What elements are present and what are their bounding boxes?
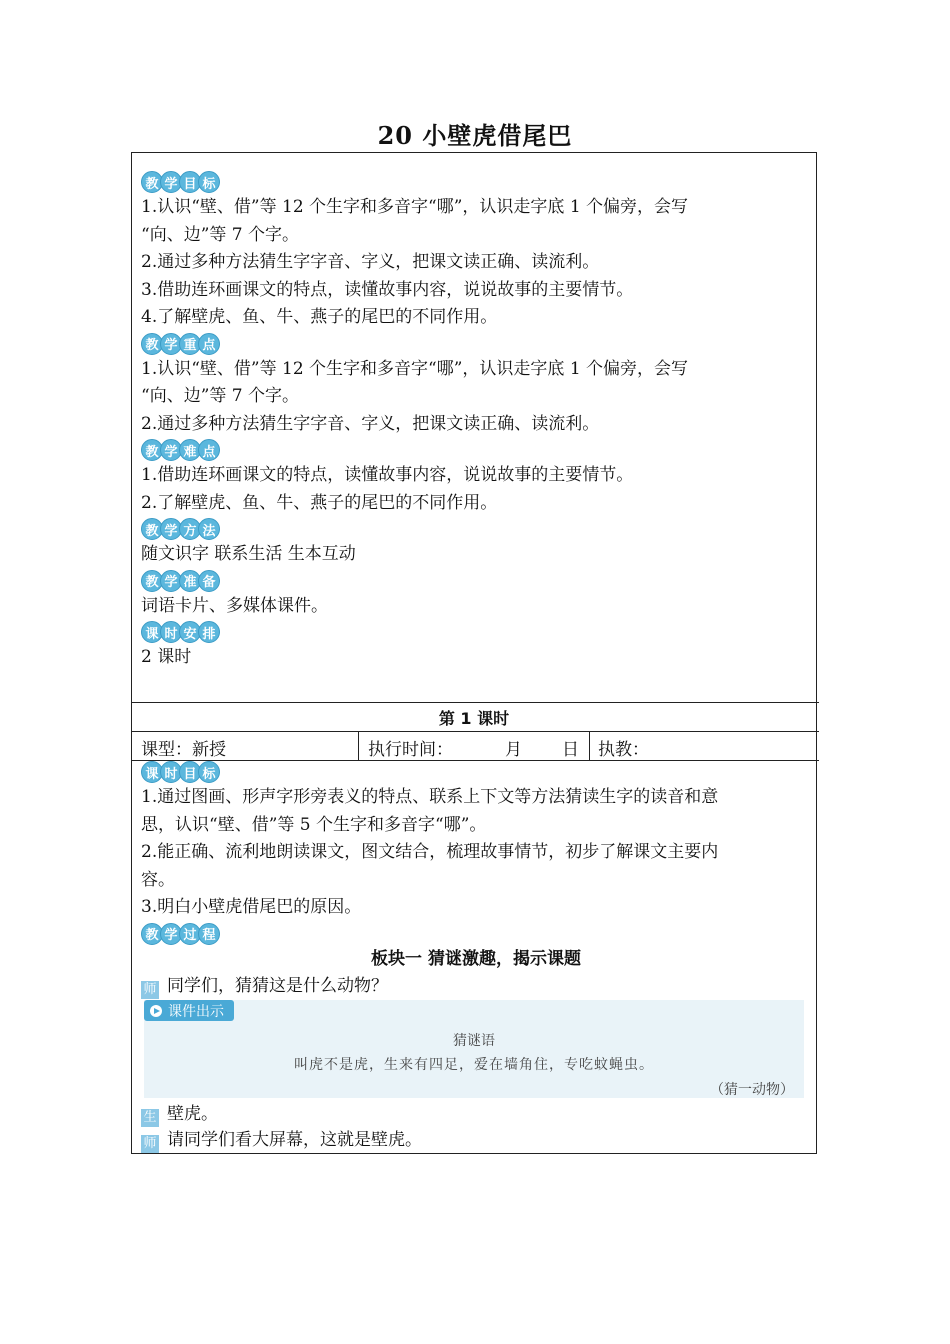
courseware-label-text: 课件出示	[168, 1003, 224, 1020]
lesson-goal-line: 3.明白小壁虎借尾巴的原因。	[141, 897, 362, 917]
dialogue-text: 壁虎。	[167, 1104, 218, 1124]
teacher-role-icon: 师	[141, 1135, 159, 1153]
dialogue-teacher	[141, 1127, 811, 1155]
day-label: 日	[562, 740, 579, 760]
lesson-goal-line: 1.通过图画、形声字形旁表义的特点、联系上下文等方法猜读生字的读音和意	[141, 787, 719, 807]
dialogue-teacher	[141, 973, 811, 1001]
difficult-line: 1.借助连环画课文的特点，读懂故事内容，说说故事的主要情节。	[141, 465, 634, 485]
schedule-tag	[141, 620, 811, 644]
key-line: “向、边”等 7 个字。	[141, 386, 300, 406]
lesson1-heading: 第 1 课时	[438, 709, 510, 728]
tag-char: 备	[198, 570, 220, 592]
tag-char: 教	[141, 171, 163, 193]
schedule-text: 2 课时	[141, 647, 192, 667]
divider	[589, 731, 590, 760]
block1-title: 板块一 猜谜激趣，揭示课题	[371, 948, 581, 969]
tag-char: 学	[160, 439, 182, 461]
play-icon	[150, 1005, 162, 1017]
preparation-text: 词语卡片、多媒体课件。	[141, 595, 328, 616]
tag-char: 目	[179, 761, 201, 783]
teacher-label: 执教：	[598, 740, 649, 760]
tag-char: 方	[179, 518, 201, 540]
dialogue-text: 请同学们看大屏幕，这就是壁虎。	[167, 1130, 422, 1150]
tag-char: 教	[141, 333, 163, 355]
riddle-hint: （猜一动物）	[710, 1082, 794, 1098]
tag-char: 过	[179, 923, 201, 945]
tag-char: 准	[179, 570, 201, 592]
tag-char: 标	[198, 761, 220, 783]
teacher-role-icon: 师	[141, 981, 159, 999]
tag-char: 教	[141, 923, 163, 945]
teaching-process-tag	[141, 922, 811, 946]
tag-char: 安	[179, 621, 201, 643]
method-text: 随文识字 联系生活 生本互动	[141, 544, 356, 564]
difficult-points-tag	[141, 438, 811, 462]
goal-line: 4.了解壁虎、鱼、牛、燕子的尾巴的不同作用。	[141, 307, 498, 327]
tag-char: 目	[179, 171, 201, 193]
execution-time-label: 执行时间：	[368, 740, 453, 760]
tag-char: 学	[160, 570, 182, 592]
difficult-line: 2.了解壁虎、鱼、牛、燕子的尾巴的不同作用。	[141, 492, 498, 513]
goal-line: “向、边”等 7 个字。	[141, 224, 300, 245]
courseware-box	[144, 1000, 804, 1098]
tag-char: 教	[141, 518, 163, 540]
tag-char: 标	[198, 171, 220, 193]
tag-char: 学	[160, 171, 182, 193]
tag-char: 点	[198, 439, 220, 461]
tag-char: 课	[141, 621, 163, 643]
tag-char: 程	[198, 923, 220, 945]
tag-char: 教	[141, 439, 163, 461]
lesson-goal-line: 思，认识“壁、借”等 5 个生字和多音字“哪”。	[141, 814, 487, 835]
overview-section	[141, 170, 811, 672]
lesson-type: 课型：新授	[141, 740, 226, 760]
tag-char: 教	[141, 570, 163, 592]
page-title: 20 小壁虎借尾巴	[377, 121, 573, 150]
tag-char: 学	[160, 518, 182, 540]
goal-line: 3.借助连环画课文的特点，读懂故事内容，说说故事的主要情节。	[141, 279, 634, 300]
key-line: 2.通过多种方法猜生字字音、字义，把课文读正确、读流利。	[141, 413, 600, 434]
lesson-goals-tag	[141, 760, 811, 784]
tag-char: 难	[179, 439, 201, 461]
dialogue-student	[141, 1101, 811, 1129]
riddle-title: 猜谜语	[453, 1033, 495, 1049]
lesson1-section	[141, 760, 811, 1001]
tag-char: 重	[179, 333, 201, 355]
tag-char: 点	[198, 333, 220, 355]
tag-char: 课	[141, 761, 163, 783]
divider	[131, 702, 819, 703]
month-label: 月	[505, 740, 522, 760]
tag-char: 排	[198, 621, 220, 643]
divider	[358, 731, 359, 760]
divider	[131, 731, 819, 732]
key-line: 1.认识“壁、借”等 12 个生字和多音字“哪”，认识走字底 1 个偏旁，会写	[141, 358, 689, 379]
teaching-goals-tag	[141, 170, 811, 194]
student-role-icon: 生	[141, 1109, 159, 1127]
tag-char: 时	[160, 761, 182, 783]
riddle-text: 叫虎不是虎，生来有四足，爱在墙角住，专吃蚊蝇虫。	[294, 1057, 654, 1073]
tag-char: 学	[160, 923, 182, 945]
dialogue-text: 同学们，猜猜这是什么动物？	[167, 976, 388, 996]
tag-char: 法	[198, 518, 220, 540]
goal-line: 1.认识“壁、借”等 12 个生字和多音字“哪”，认识走字底 1 个偏旁，会写	[141, 197, 689, 217]
preparation-tag	[141, 569, 811, 593]
method-tag	[141, 517, 811, 541]
lesson-goal-line: 2.能正确、流利地朗读课文，图文结合，梳理故事情节，初步了解课文主要内	[141, 842, 719, 862]
courseware-label	[144, 1000, 234, 1021]
tag-char: 时	[160, 621, 182, 643]
tag-char: 学	[160, 333, 182, 355]
lesson-goal-line: 容。	[141, 869, 175, 890]
goal-line: 2.通过多种方法猜生字字音、字义，把课文读正确、读流利。	[141, 252, 600, 272]
key-points-tag	[141, 332, 811, 356]
